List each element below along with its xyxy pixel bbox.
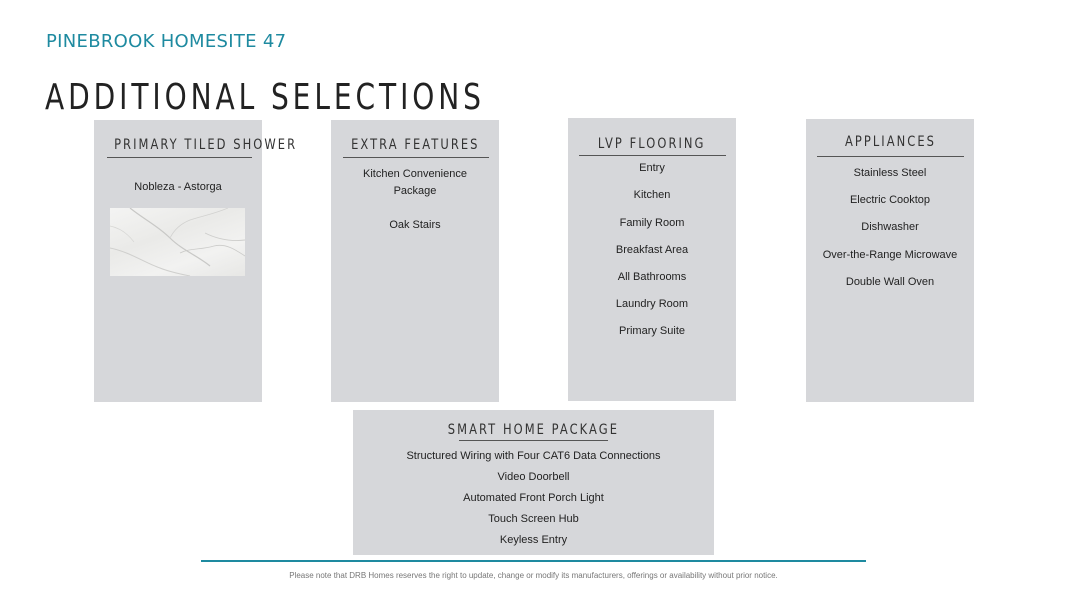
heading-underline <box>343 157 489 158</box>
list-item: Breakfast Area <box>615 244 689 256</box>
page-title: ADDITIONAL SELECTIONS <box>45 77 485 119</box>
list-item: Kitchen Convenience <box>363 168 467 180</box>
card-smart-home-package <box>353 410 714 555</box>
card-heading: SMART HOME PACKAGE <box>447 422 620 438</box>
card-heading: PRIMARY TILED SHOWER <box>114 137 298 153</box>
heading-underline <box>579 155 726 156</box>
marble-tile-image <box>110 208 245 276</box>
list-item: Automated Front Porch Light <box>463 492 604 504</box>
list-item: Double Wall Oven <box>845 276 935 288</box>
list-item: Dishwasher <box>861 221 919 233</box>
list-item: Over-the-Range Microwave <box>822 249 958 261</box>
card-appliances <box>806 119 974 402</box>
card-primary-tiled-shower <box>94 120 298 402</box>
card-heading: LVP FLOORING <box>598 136 706 152</box>
list-item: Electric Cooktop <box>849 194 931 206</box>
card-heading: APPLIANCES <box>844 134 936 150</box>
list-item: Structured Wiring with Four CAT6 Data Connections <box>406 450 661 462</box>
list-item: Nobleza - Astorga <box>134 181 222 193</box>
card-lvp-flooring <box>568 118 736 401</box>
footer-disclaimer: Please note that DRB Homes reserves the right to update, change or modify its manufacturers, offerings or availability without prior notice. <box>289 571 778 580</box>
list-item: Touch Screen Hub <box>488 513 579 525</box>
page-subtitle: PINEBROOK HOMESITE 47 <box>46 31 287 52</box>
list-item: Primary Suite <box>618 325 686 337</box>
heading-underline <box>107 157 252 158</box>
heading-underline <box>817 156 964 157</box>
list-item: Video Doorbell <box>497 471 570 483</box>
footer-divider <box>201 560 866 562</box>
list-item: Kitchen <box>633 189 671 201</box>
list-item: Package <box>393 185 437 197</box>
list-item: Family Room <box>619 217 685 229</box>
list-item: Keyless Entry <box>499 534 568 546</box>
list-item: Laundry Room <box>615 298 689 310</box>
list-item: Stainless Steel <box>853 167 927 179</box>
list-item: Oak Stairs <box>389 219 441 231</box>
card-heading: EXTRA FEATURES <box>350 137 480 153</box>
card-extra-features <box>331 120 499 402</box>
list-item: Entry <box>639 162 665 174</box>
list-item: All Bathrooms <box>617 271 687 283</box>
heading-underline <box>459 440 608 441</box>
